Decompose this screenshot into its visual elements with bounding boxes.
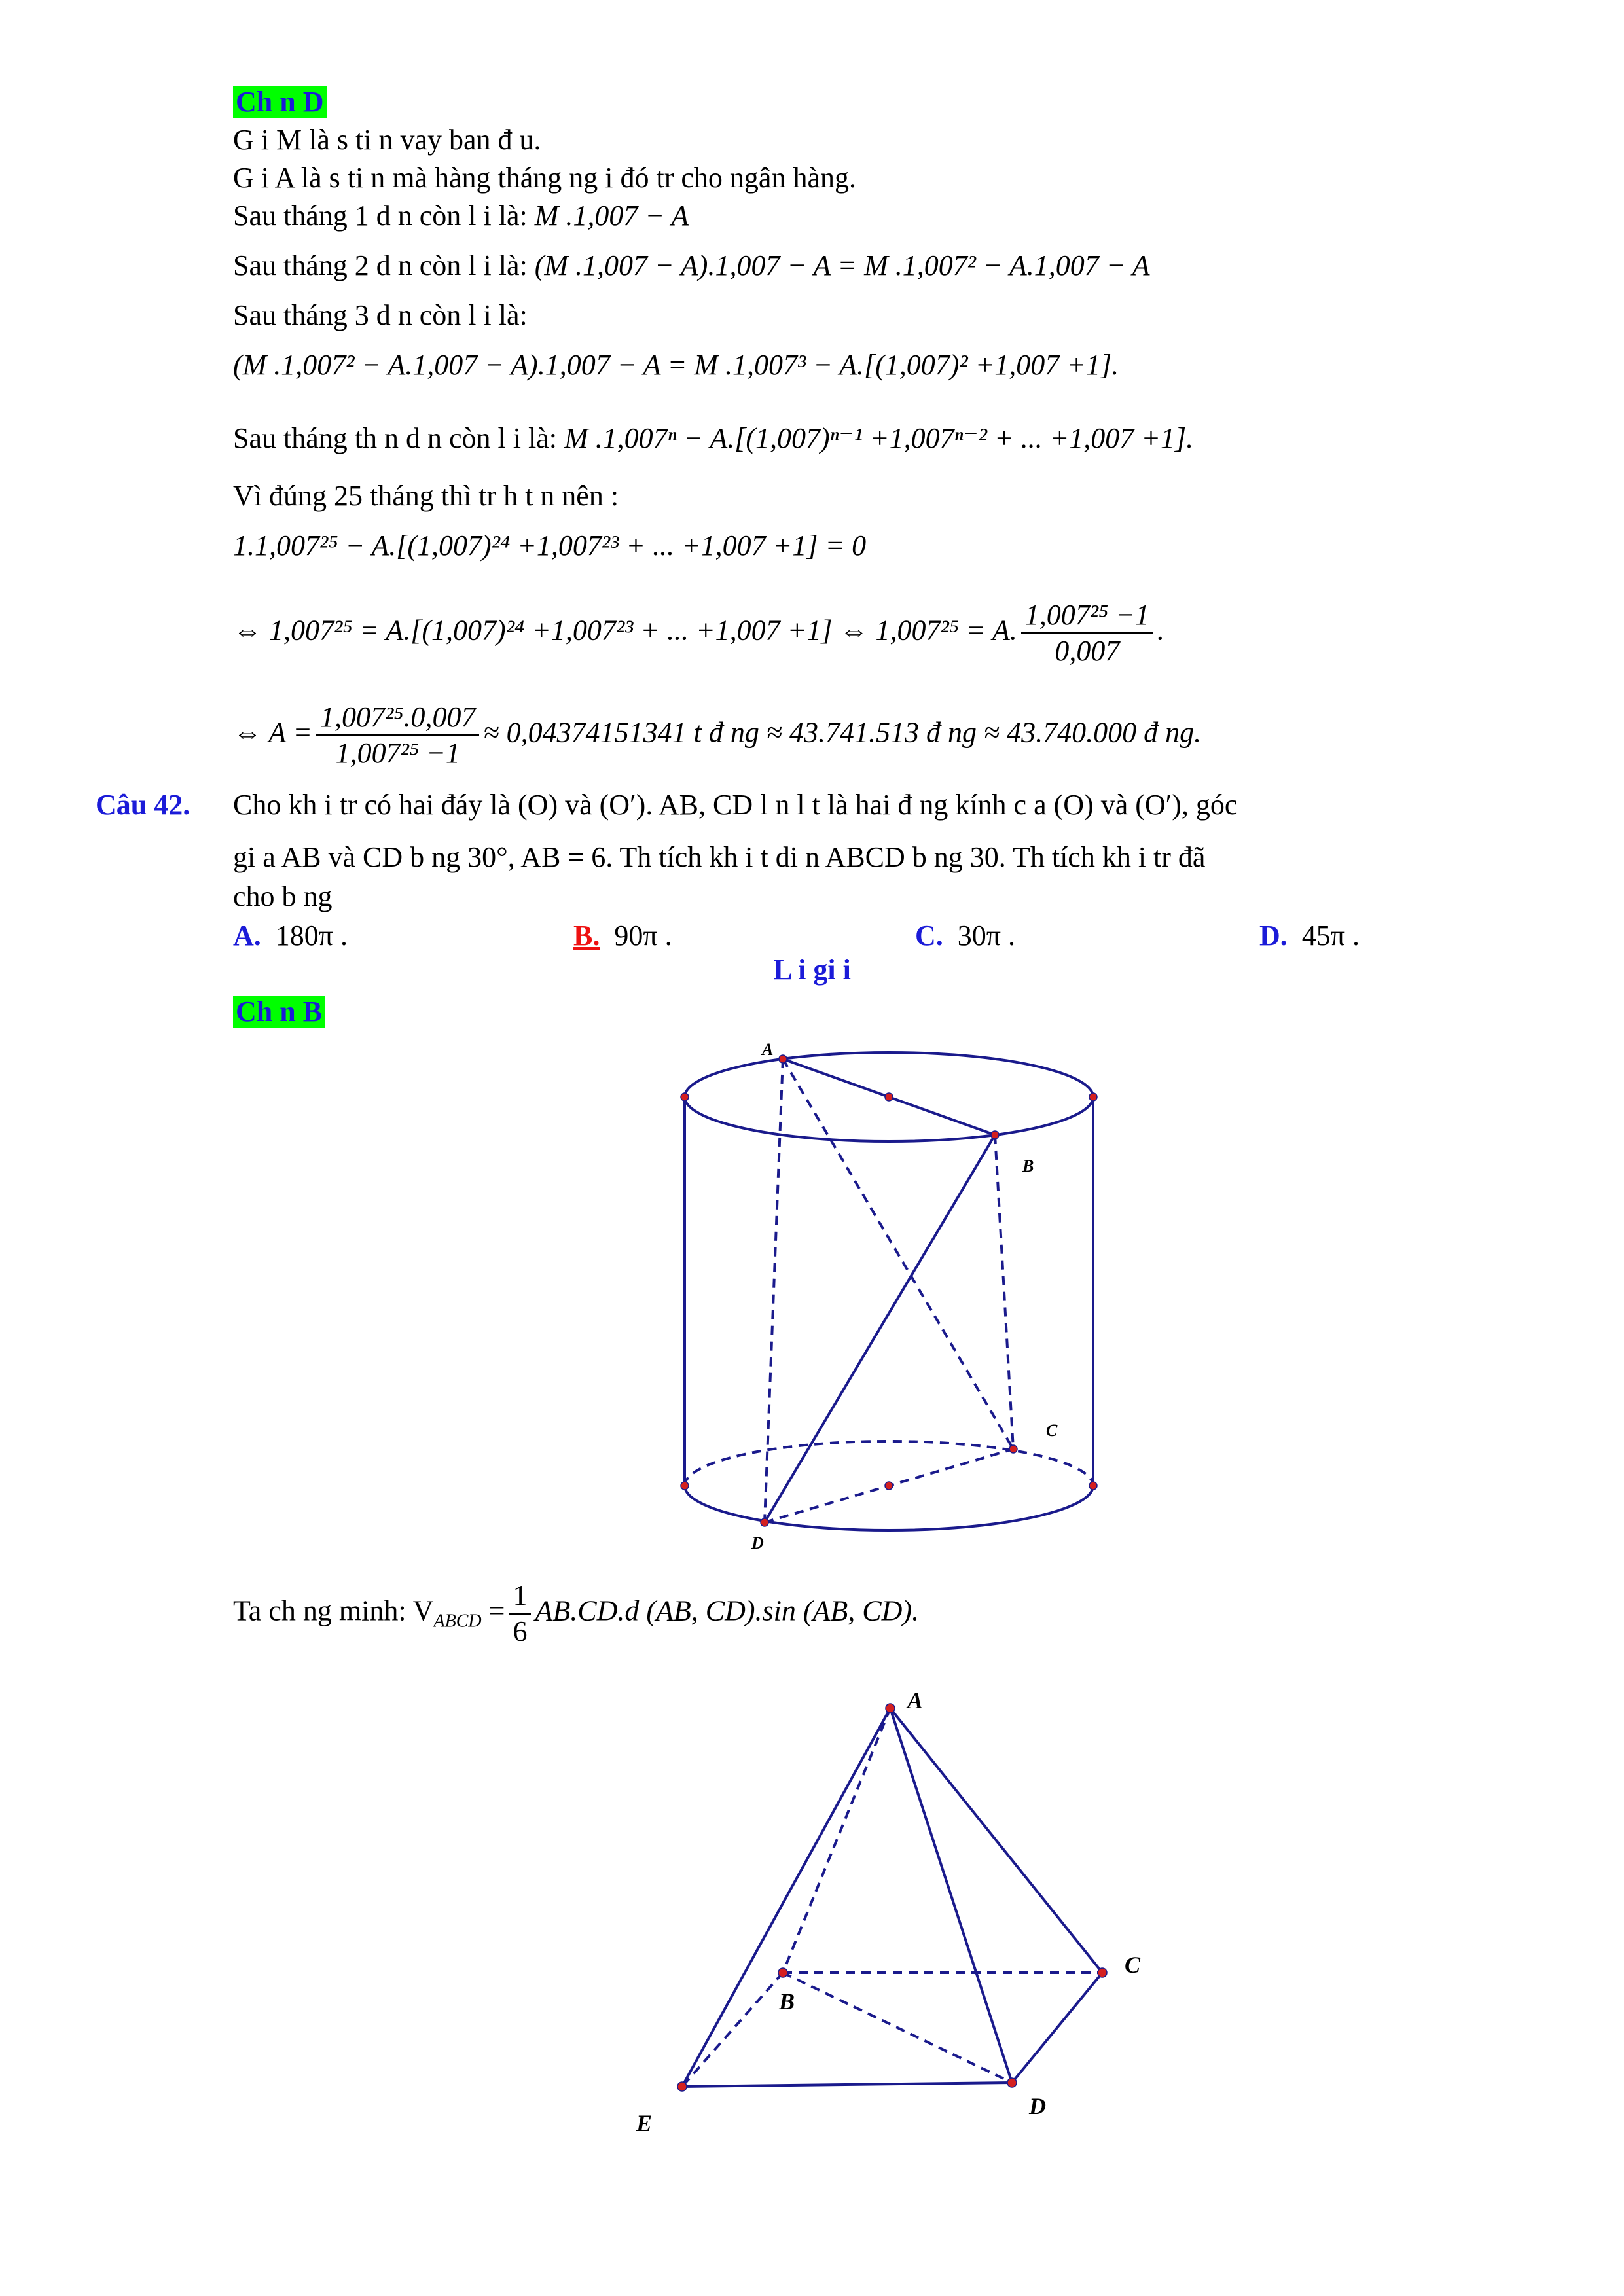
option-b <box>573 916 672 956</box>
math-line: (M .1,007² − A.1,007 − A).1,007 − A = M .1,007³ − A.[(1,007)² +1,007 +1]. <box>233 349 1119 381</box>
question-text: gi a AB và CD b ng 30°, AB = 6. Th tích kh i t di n ABCD b ng 30. Th tích kh i tr đã <box>233 841 1206 873</box>
text-span: Sau tháng th n d n còn l i là: <box>233 422 557 454</box>
fraction <box>1021 598 1153 668</box>
math-expression: ≈ 0,04374151341 t đ ng ≈ 43.741.513 đ ng ≈ 43.740.000 đ ng. <box>483 716 1202 749</box>
segment-ed <box>682 2083 1012 2087</box>
segment-ac <box>783 1059 1013 1449</box>
label-b: B <box>779 1988 795 2015</box>
text-line <box>233 196 689 236</box>
segment-ad <box>765 1059 783 1522</box>
bottom-ellipse-back <box>685 1441 1093 1486</box>
segment-dc <box>1012 1973 1102 2083</box>
math-line: 1.1,007²⁵ − A.[(1,007)²⁴ +1,007²³ + ... +1,007 +1] = 0 <box>233 529 867 562</box>
option-a <box>233 916 348 956</box>
tetrahedron-figure <box>589 1662 1191 2173</box>
point-left-bottom <box>681 1482 689 1490</box>
text-line <box>233 419 1193 458</box>
option-text: 30π . <box>957 920 1015 952</box>
label-a: A <box>762 1040 774 1059</box>
point-a <box>779 1055 787 1063</box>
point-b <box>778 1968 787 1977</box>
fraction <box>509 1579 531 1649</box>
point-o-prime <box>885 1482 893 1490</box>
fraction-denominator: 0,007 <box>1055 635 1120 667</box>
option-d <box>1259 916 1360 956</box>
math-expression: M .1,007ⁿ − A.[(1,007)ⁿ⁻¹ +1,007ⁿ⁻² + ... +1,007 +1]. <box>564 422 1194 454</box>
segment-bd <box>783 1973 1012 2083</box>
point-a <box>886 1704 895 1713</box>
option-text: 90π . <box>614 920 672 952</box>
math-line: ⇔ 1,007²⁵ = A.[(1,007)²⁴ +1,007²³ + ... +1,007 +1] ⇔ 1,007²⁵ = A. $\frac{\text{1,007²⁵ −1}}{0,007}$ . <box>233 599 1164 667</box>
text-line <box>233 246 1150 285</box>
segment-ac <box>890 1708 1102 1973</box>
point-d <box>761 1518 768 1526</box>
fraction-numerator: 1,007²⁵.0,007 <box>316 700 480 736</box>
cylinder-figure <box>655 1028 1152 1551</box>
fraction-denominator: 6 <box>513 1615 528 1647</box>
option-text: 180π . <box>275 920 348 952</box>
option-label: C. <box>915 920 943 952</box>
answer-highlight-1 <box>233 82 327 122</box>
label-a: A <box>907 1687 924 1713</box>
point-c <box>1098 1968 1107 1977</box>
option-c <box>915 916 1015 956</box>
option-label: A. <box>233 920 261 952</box>
text-span: Ta ch ng minh: V <box>233 1594 434 1627</box>
point-right-bottom <box>1089 1482 1097 1490</box>
text-line: G i M là s ti n vay ban đ u. <box>233 124 541 156</box>
option-label: B. <box>573 920 600 952</box>
math-expression: ⇔ A = <box>233 716 312 749</box>
text-span: Sau tháng 2 d n còn l i là: <box>233 249 528 281</box>
text-span: Sau tháng 1 d n còn l i là: <box>233 200 528 232</box>
point-right-top <box>1089 1093 1097 1101</box>
answer-tag: Ch n B <box>233 996 325 1028</box>
point-c <box>1009 1445 1017 1453</box>
fraction-denominator: 1,007²⁵ −1 <box>335 737 460 769</box>
point-b <box>991 1131 999 1139</box>
fraction-numerator: 1,007²⁵ −1 <box>1021 598 1153 634</box>
point-e <box>677 2082 687 2091</box>
math-expression: M .1,007 − A <box>534 200 689 232</box>
text-line: Vì đúng 25 tháng thì tr h t n nên : <box>233 480 619 512</box>
bottom-ellipse-front <box>685 1486 1093 1530</box>
math-expression: = <box>488 1594 505 1627</box>
proof-line <box>233 1579 919 1649</box>
label-d: D <box>751 1534 764 1551</box>
segment-ad <box>890 1708 1012 2083</box>
point-left-top <box>681 1093 689 1101</box>
label-c: C <box>1125 1952 1141 1978</box>
answer-tag: Ch n D <box>233 86 327 118</box>
math-expression: (M .1,007 − A).1,007 − A = M .1,007² − A.1,007 − A <box>534 249 1150 281</box>
math-line <box>233 700 1201 770</box>
math-expression: AB.CD.d (AB, CD).sin (AB, CD). <box>535 1594 920 1627</box>
point-o <box>885 1093 893 1101</box>
question-text: cho b ng <box>233 880 333 912</box>
subscript: ABCD <box>433 1611 482 1632</box>
fraction <box>316 700 480 770</box>
segment-be <box>682 1973 783 2087</box>
point-d <box>1007 2078 1017 2087</box>
segment-ae <box>682 1708 890 2087</box>
text-line: G i A là s ti n mà hàng tháng ng i đó tr cho ngân hàng. <box>233 162 856 194</box>
fraction-numerator: 1 <box>509 1579 531 1615</box>
label-b: B <box>1022 1157 1034 1175</box>
solution-title: L i gi i <box>773 954 851 986</box>
label-e: E <box>636 2110 653 2136</box>
math-expression: ⇔ 1,007²⁵ = A.[(1,007)²⁴ +1,007²³ + ... +1,007 +1] ⇔ 1,007²⁵ = A. <box>233 614 1017 647</box>
question-number: Câu 42. <box>96 789 190 821</box>
segment-ab <box>783 1708 890 1973</box>
label-d: D <box>1029 2093 1046 2119</box>
answer-highlight-2 <box>233 992 325 1031</box>
label-c: C <box>1046 1421 1058 1440</box>
option-text: 45π . <box>1301 920 1360 952</box>
option-label: D. <box>1259 920 1288 952</box>
text-line: Sau tháng 3 d n còn l i là: <box>233 299 528 331</box>
segment-bc <box>995 1135 1013 1449</box>
question-text: Cho kh i tr có hai đáy là (O) và (O′). AB, CD l n l t là hai đ ng kính c a (O) và (O′), góc <box>233 789 1238 821</box>
